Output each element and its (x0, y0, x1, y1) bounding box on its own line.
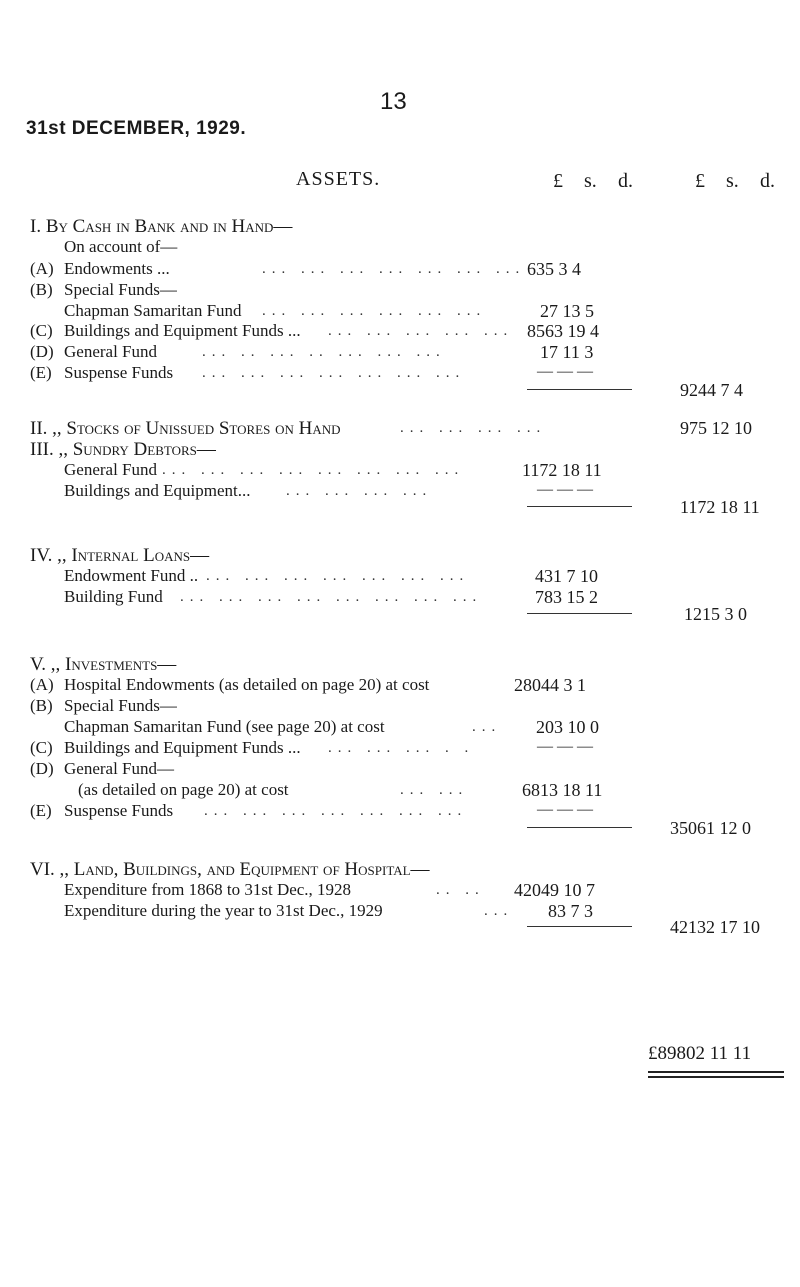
row-5e-label: Suspense Funds (64, 801, 174, 820)
row-4b-label: Building Fund (64, 587, 163, 606)
section-3-total: 1172 18 11 (680, 497, 760, 517)
section-2-heading: II. ,, Stocks of Unissued Stores on Hand (30, 418, 341, 439)
col1-pound-header: £ (553, 170, 563, 192)
row-5d1-amount: 6813 18 11 (522, 780, 603, 800)
row-6a-amount: 42049 10 7 (514, 880, 595, 900)
leader-dots: ... ... ... ... (286, 483, 433, 499)
row-5b1-amount: 203 10 0 (536, 717, 599, 737)
row-5b-tag: (B) (30, 696, 53, 715)
row-1b-label: Special Funds— (64, 280, 177, 299)
row-5d1-label: (as detailed on page 20) at cost (78, 780, 289, 799)
row-5a-label: Hospital Endowments (as detailed on page 20) at cost (64, 675, 430, 694)
leader-dots: ... ... ... ... ... ... ... ... (162, 462, 465, 478)
section-6-total: 42132 17 10 (670, 917, 760, 937)
row-6b-label: Expenditure during the year to 31st Dec., 1929 (64, 901, 383, 920)
leader-dots: ... (472, 719, 502, 735)
grand-total-rule-bottom (648, 1076, 784, 1078)
leader-dots: ... ... ... ... ... ... ... (206, 568, 470, 584)
row-1d-tag: (D) (30, 342, 54, 361)
leader-dots: .. .. (436, 882, 485, 898)
statement-date: 31st DECEMBER, 1929. (26, 118, 247, 139)
row-1e-amount: — — — (537, 363, 593, 380)
leader-dots: ... ... ... ... ... ... ... (204, 803, 468, 819)
leader-dots: ... ... ... . . (328, 740, 475, 756)
subtotal-rule (527, 506, 632, 507)
section-1-total: 9244 7 4 (680, 380, 743, 400)
section-3-heading: III. ,, Sundry Debtors— (30, 439, 216, 460)
row-5b-label: Special Funds— (64, 696, 177, 715)
row-4b-amount: 783 15 2 (535, 587, 598, 607)
row-1b1-label: Chapman Samaritan Fund (64, 301, 242, 320)
row-3a-amount: 1172 18 11 (522, 460, 602, 480)
row-1b1-amount: 27 13 5 (540, 301, 594, 321)
row-1c-label: Buildings and Equipment Funds ... (64, 321, 301, 340)
row-5d-tag: (D) (30, 759, 54, 778)
col2-pence-header: d. (760, 170, 775, 192)
row-5c-tag: (C) (30, 738, 53, 757)
row-5e-tag: (E) (30, 801, 52, 820)
section-2-total: 975 12 10 (680, 418, 752, 438)
section-1-subheading: On account of— (64, 237, 178, 256)
col1-shillings-header: s. (584, 170, 597, 192)
row-5e-amount: — — — (537, 801, 593, 818)
row-1d-amount: 17 11 3 (540, 342, 594, 362)
leader-dots: ... ... ... ... ... ... ... ... (180, 589, 483, 605)
section-6-heading: VI. ,, Land, Buildings, and Equipment of Hospital— (30, 859, 430, 880)
row-5a-amount: 28044 3 1 (514, 675, 586, 695)
row-3a-label: General Fund (64, 460, 158, 479)
subtotal-rule (527, 926, 632, 927)
col2-shillings-header: s. (726, 170, 739, 192)
col1-pence-header: d. (618, 170, 633, 192)
section-4-total: 1215 3 0 (684, 604, 747, 624)
section-5-total: 35061 12 0 (670, 818, 751, 838)
leader-dots: ... ... ... ... ... ... ... (202, 365, 466, 381)
row-5a-tag: (A) (30, 675, 54, 694)
row-5c-amount: — — — (537, 738, 593, 755)
grand-total-rule-top (648, 1071, 784, 1073)
leader-dots: ... ... ... ... (400, 420, 547, 436)
row-1e-label: Suspense Funds (64, 363, 174, 382)
row-4a-amount: 431 7 10 (535, 566, 598, 586)
row-5d-label: General Fund— (64, 759, 175, 778)
section-1-heading: I. By Cash in Bank and in Hand— (30, 216, 293, 237)
row-1a-label: Endowments ... (64, 259, 170, 278)
leader-dots: ... ... ... ... ... (328, 323, 514, 339)
subtotal-rule (527, 827, 632, 828)
leader-dots: ... (484, 903, 514, 919)
row-1c-amount: 8563 19 4 (527, 321, 599, 341)
row-3b-amount: — — — (537, 481, 593, 498)
col2-pound-header: £ (695, 170, 705, 192)
leader-dots: ... ... ... ... ... ... ... (262, 261, 526, 277)
row-1b-tag: (B) (30, 280, 53, 299)
section-5-heading: V. ,, Investments— (30, 654, 177, 675)
leader-dots: ... ... (400, 782, 469, 798)
row-1a-amount: 635 3 4 (527, 259, 581, 279)
page-number: 13 (380, 88, 407, 115)
row-5b1-label: Chapman Samaritan Fund (see page 20) at cost (64, 717, 385, 736)
row-5c-label: Buildings and Equipment Funds ... (64, 738, 301, 757)
row-4a-label: Endowment Fund .. (64, 566, 199, 585)
leader-dots: ... ... ... ... ... ... (262, 303, 487, 319)
row-1d-label: General Fund (64, 342, 158, 361)
leader-dots: ... .. ... .. ... ... ... (202, 344, 446, 360)
section-4-heading: IV. ,, Internal Loans— (30, 545, 210, 566)
row-1a-tag: (A) (30, 259, 54, 278)
page-title: ASSETS. (296, 168, 381, 190)
row-6b-amount: 83 7 3 (548, 901, 593, 921)
grand-total: £89802 11 11 (648, 1043, 752, 1064)
row-1c-tag: (C) (30, 321, 53, 340)
row-6a-label: Expenditure from 1868 to 31st Dec., 1928 (64, 880, 352, 899)
subtotal-rule (527, 613, 632, 614)
row-1e-tag: (E) (30, 363, 52, 382)
subtotal-rule (527, 389, 632, 390)
row-3b-label: Buildings and Equipment... (64, 481, 251, 500)
